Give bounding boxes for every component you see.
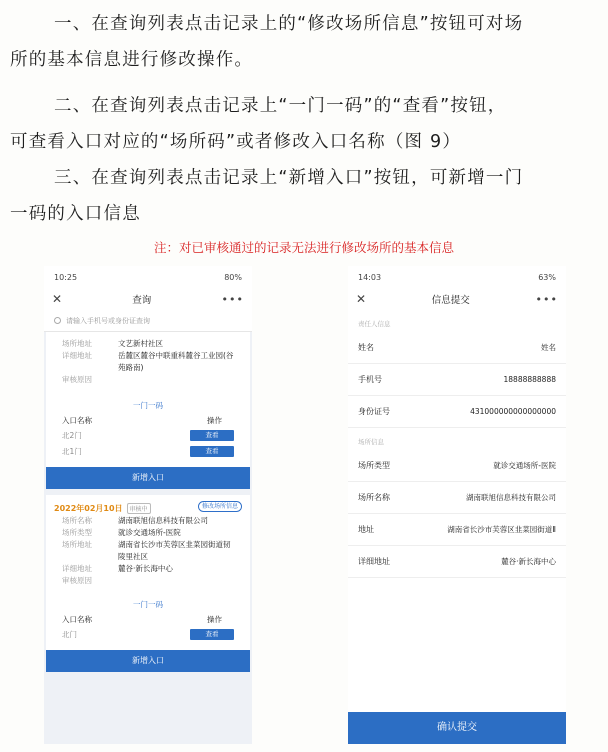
status-bar	[348, 266, 566, 288]
add-entry-button[interactable]: 新增入口	[46, 467, 250, 489]
close-icon[interactable]: ✕	[52, 292, 63, 306]
table-row	[46, 443, 250, 459]
record-card	[46, 495, 250, 650]
paragraph-line: 所的基本信息进行修改操作。	[10, 50, 254, 70]
info-row	[46, 539, 250, 563]
info-row	[46, 563, 250, 575]
info-key: 审核原因	[62, 375, 92, 384]
info-value: 麓谷·新长海中心	[118, 564, 173, 573]
more-icon[interactable]: •••	[221, 292, 244, 306]
info-value: 湖南联旭信息科技有限公司	[118, 516, 208, 525]
column-header: 入口名称	[62, 615, 92, 624]
field-value: 麓谷·新长海中心	[501, 557, 556, 566]
more-icon[interactable]: •••	[535, 292, 558, 306]
form-row[interactable]	[348, 546, 566, 578]
entry-name: 北1门	[62, 446, 82, 456]
field-value: 湖南省长沙市芙蓉区韭菜园街道Ⅱ	[447, 525, 556, 534]
column-header: 操作	[207, 416, 222, 425]
paragraph-line: 三、在查询列表点击记录上“新增入口”按钮，可新增一门	[54, 168, 524, 188]
field-label: 场所类型	[358, 461, 390, 470]
entry-name: 北2门	[62, 430, 82, 440]
record-date: 2022年02月10日	[54, 503, 123, 513]
nav-bar	[44, 288, 252, 310]
field-value: 431000000000000000	[470, 407, 556, 416]
status-badge: 审核中	[127, 503, 151, 514]
close-icon[interactable]: ✕	[356, 292, 367, 306]
field-value: 湖南联旭信息科技有限公司	[466, 493, 556, 502]
battery-level: 63%	[538, 272, 556, 282]
table-header	[46, 415, 250, 427]
info-value: 湖南省长沙市芙蓉区韭菜园街道韧陵里社区	[118, 540, 231, 561]
field-label: 姓名	[358, 343, 374, 352]
field-label: 详细地址	[358, 557, 390, 566]
paragraph-line: 二、在查询列表点击记录上“一门一码”的“查看”按钮，	[54, 96, 507, 116]
info-row	[46, 527, 250, 539]
info-row	[46, 338, 250, 350]
info-row	[46, 374, 250, 386]
form-row[interactable]	[348, 450, 566, 482]
paragraph-2	[10, 88, 600, 160]
form-row[interactable]	[348, 514, 566, 546]
page-title: 查询	[132, 295, 152, 306]
paragraph-line: 可查看入口对应的“场所码”或者修改入口名称（图 9）	[10, 132, 462, 152]
field-value: 姓名	[541, 343, 556, 352]
info-key: 场所类型	[62, 528, 92, 537]
form-row[interactable]	[348, 396, 566, 428]
paragraph-1	[10, 6, 600, 78]
table-row	[46, 626, 250, 642]
info-value: 就诊交通场所-医院	[118, 528, 181, 537]
field-label: 场所名称	[358, 493, 390, 502]
search-icon	[54, 317, 61, 324]
info-key: 详细地址	[62, 351, 92, 360]
table-row	[46, 427, 250, 443]
nav-bar	[348, 288, 566, 310]
field-label: 身份证号	[358, 407, 390, 416]
info-key: 详细地址	[62, 564, 92, 573]
search-placeholder: 请输入手机号或身份证查询	[66, 316, 150, 325]
field-label: 地址	[358, 525, 374, 534]
info-key: 场所名称	[62, 516, 92, 525]
status-time: 10:25	[54, 272, 78, 282]
column-header: 操作	[207, 615, 222, 624]
info-key: 场所地址	[62, 540, 92, 549]
view-button[interactable]: 查看	[190, 629, 234, 640]
field-value: 18888888888	[503, 375, 556, 384]
status-time: 14:03	[358, 272, 382, 282]
section-label: 场所信息	[358, 438, 384, 446]
field-value: 就诊交通场所-医院	[493, 461, 556, 470]
paragraph-line: 一码的入口信息	[10, 204, 141, 224]
status-bar	[44, 266, 252, 288]
info-row	[46, 575, 250, 587]
form-row[interactable]	[348, 332, 566, 364]
column-header: 入口名称	[62, 416, 92, 425]
info-row	[46, 515, 250, 527]
view-button[interactable]: 查看	[190, 430, 234, 441]
battery-level: 80%	[224, 272, 242, 282]
form-row[interactable]	[348, 482, 566, 514]
add-entry-button[interactable]: 新增入口	[46, 650, 250, 672]
note-text: 注：对已审核通过的记录无法进行修改场所的基本信息	[153, 240, 454, 255]
entry-name: 北门	[62, 629, 77, 639]
info-row	[46, 350, 250, 374]
section-label: 责任人信息	[358, 320, 391, 328]
info-value: 文艺新村社区	[118, 339, 163, 348]
view-button[interactable]: 查看	[190, 446, 234, 457]
submit-button[interactable]: 确认提交	[348, 712, 566, 744]
paragraph-line: 一、在查询列表点击记录上的“修改场所信息”按钮可对场	[54, 14, 524, 34]
field-label: 手机号	[358, 375, 382, 384]
query-screen	[44, 266, 252, 744]
info-key: 审核原因	[62, 576, 92, 585]
info-value: 岳麓区麓谷中联重科麓谷工业园(谷苑路南)	[118, 351, 234, 372]
edit-place-button[interactable]: 修改场所信息	[198, 501, 242, 512]
info-key: 场所地址	[62, 339, 92, 348]
submit-screen	[348, 266, 566, 744]
search-bar[interactable]	[44, 310, 252, 332]
section-title: 一门一码	[133, 401, 163, 410]
table-header	[46, 614, 250, 626]
page-title: 信息提交	[431, 295, 470, 306]
section-title: 一门一码	[133, 600, 163, 609]
record-card	[46, 332, 250, 467]
paragraph-3	[10, 160, 600, 232]
form-row[interactable]	[348, 364, 566, 396]
